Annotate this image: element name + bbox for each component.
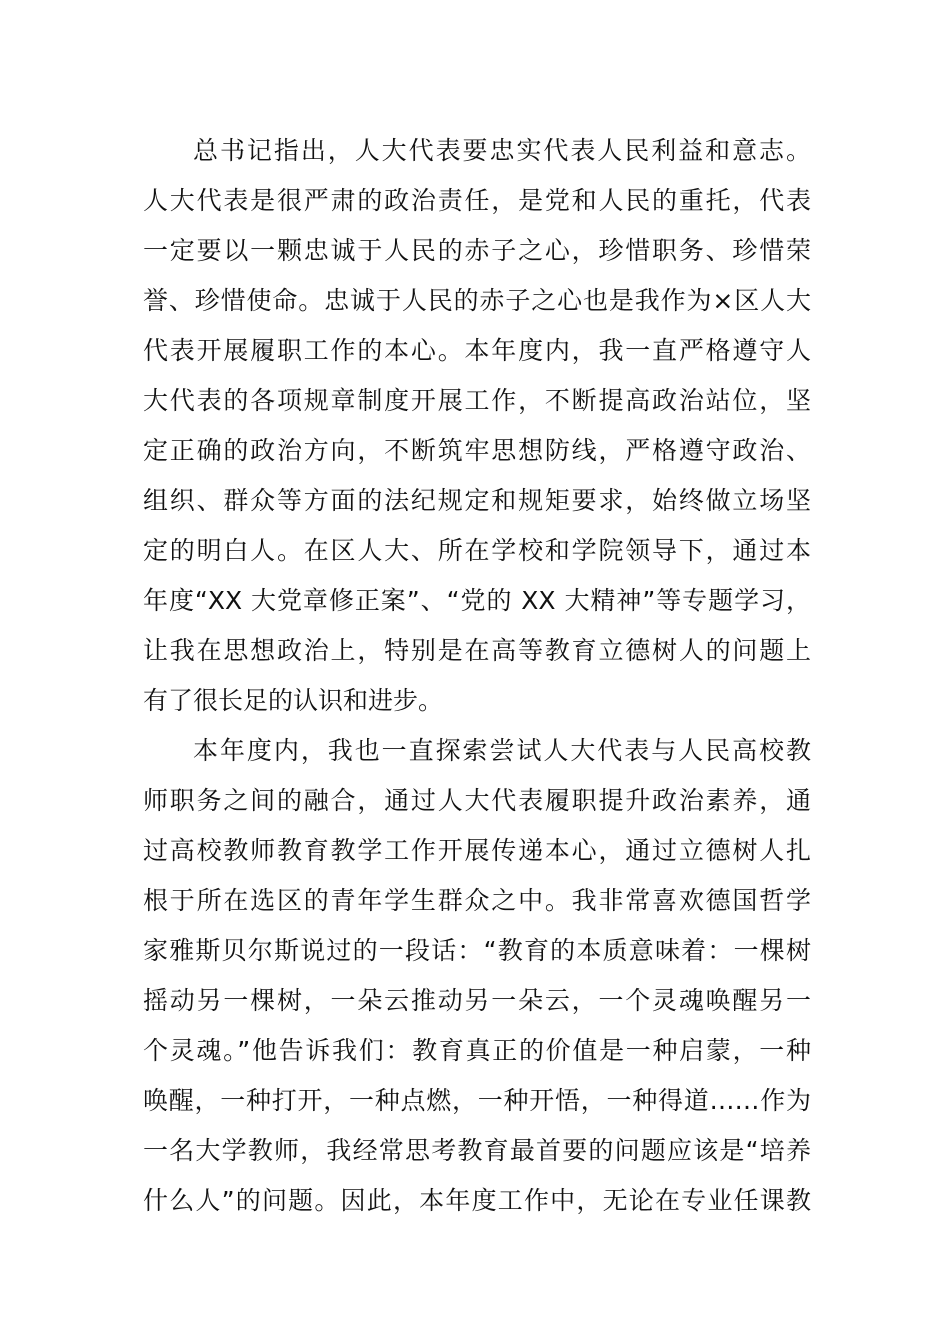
paragraph-1-line: 人大代表是很严肃的政治责任，是党和人民的重托，代表	[143, 186, 811, 215]
paragraph-2-line: 唤醒，一种打开，一种点燃，一种开悟，一种得道……作为	[143, 1086, 811, 1115]
paragraph-2-line: 什么人”的问题。因此，本年度工作中，无论在专业任课教	[143, 1186, 811, 1215]
paragraph-1-line: 誉、珍惜使命。忠诚于人民的赤子之心也是我作为×区人大	[143, 286, 811, 315]
paragraph-2-line: 师职务之间的融合，通过人大代表履职提升政治素养，通	[143, 786, 811, 815]
paragraph-1-line: 让我在思想政治上，特别是在高等教育立德树人的问题上	[143, 636, 811, 665]
body-text	[143, 126, 811, 1226]
paragraph-2-line: 个灵魂。”他告诉我们：教育真正的价值是一种启蒙，一种	[143, 1036, 811, 1065]
paragraph-1-line: 组织、群众等方面的法纪规定和规矩要求，始终做立场坚	[143, 486, 811, 515]
paragraph-1-line: 有了很长足的认识和进步。	[143, 686, 444, 715]
paragraph-1-line: 年度“XX 大党章修正案”、“党的 XX 大精神”等专题学习，	[143, 586, 811, 615]
paragraph-1-line: 总书记指出，人大代表要忠实代表人民利益和意志。	[193, 136, 811, 165]
paragraph-2-line: 根于所在选区的青年学生群众之中。我非常喜欢德国哲学	[143, 886, 811, 915]
paragraph-2-line: 家雅斯贝尔斯说过的一段话：“教育的本质意味着：一棵树	[143, 936, 811, 965]
paragraph-1-line: 定正确的政治方向，不断筑牢思想防线，严格遵守政治、	[143, 436, 811, 465]
paragraph-1-line: 大代表的各项规章制度开展工作，不断提高政治站位，坚	[143, 386, 811, 415]
paragraph-1-line: 代表开展履职工作的本心。本年度内，我一直严格遵守人	[143, 336, 811, 365]
paragraph-1-line: 定的明白人。在区人大、所在学校和学院领导下，通过本	[143, 536, 811, 565]
paragraph-2-line: 摇动另一棵树，一朵云推动另一朵云，一个灵魂唤醒另一	[143, 986, 811, 1015]
paragraph-2-line: 本年度内，我也一直探索尝试人大代表与人民高校教	[193, 736, 811, 765]
paragraph-1-line: 一定要以一颗忠诚于人民的赤子之心，珍惜职务、珍惜荣	[143, 236, 811, 265]
paragraph-2-line: 过高校教师教育教学工作开展传递本心，通过立德树人扎	[143, 836, 811, 865]
paragraph-2-line: 一名大学教师，我经常思考教育最首要的问题应该是“培养	[143, 1136, 811, 1165]
